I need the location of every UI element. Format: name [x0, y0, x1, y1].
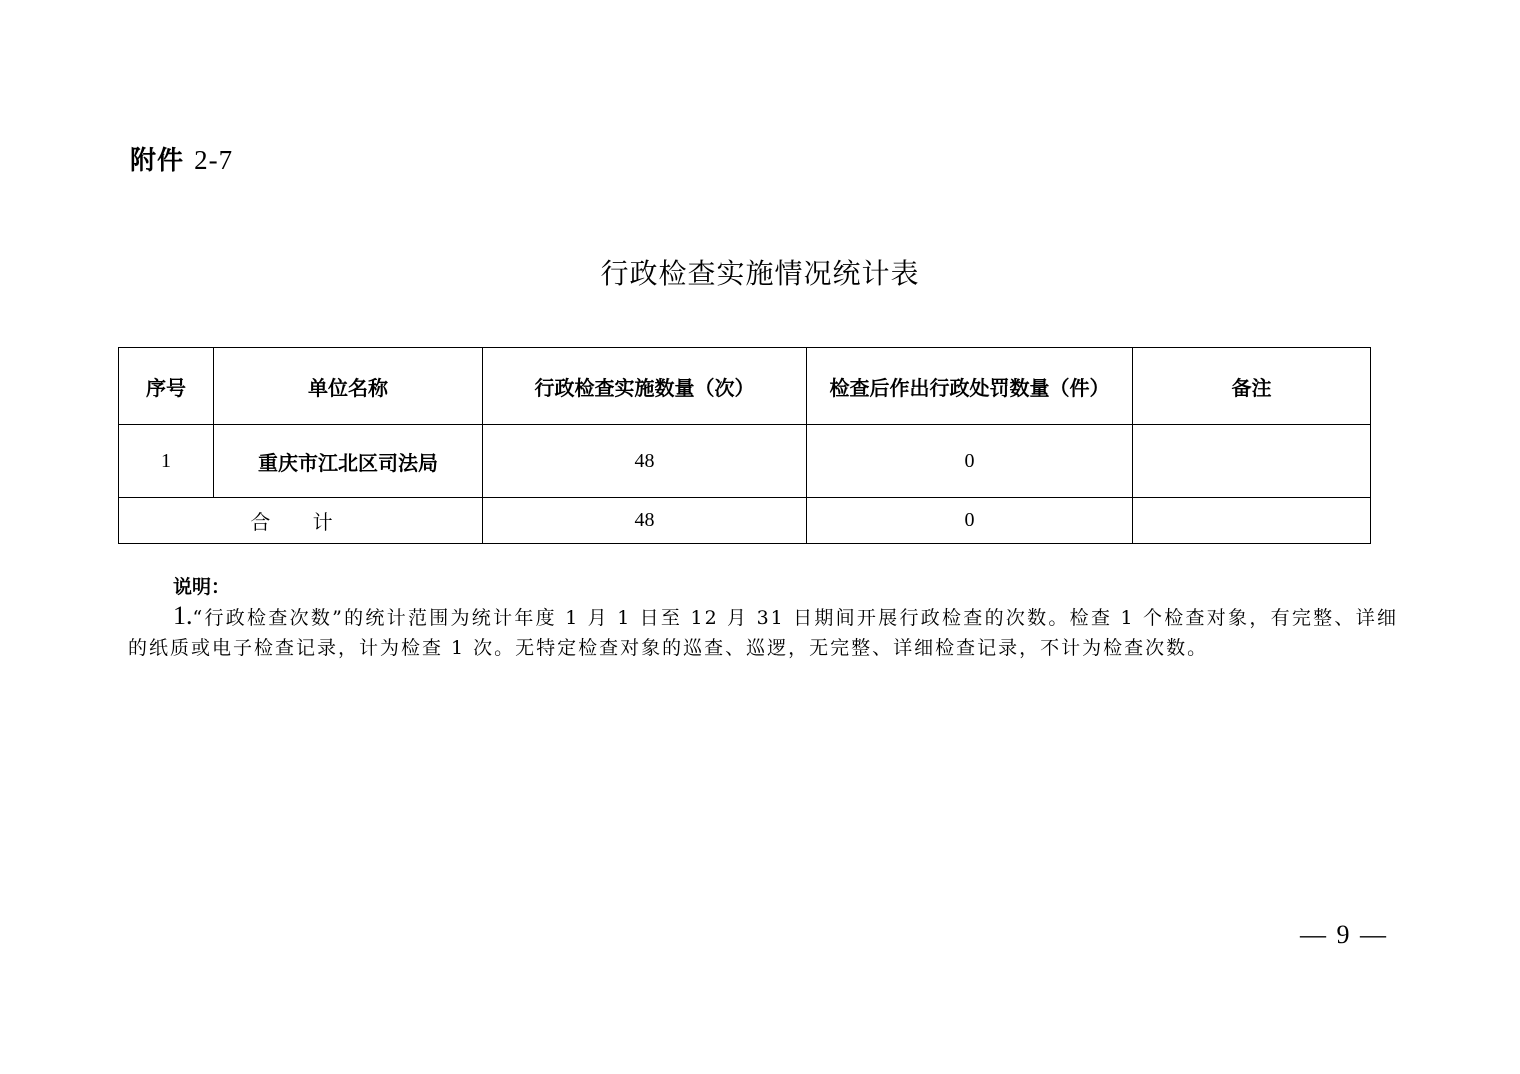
- total-inspection-count: 48: [483, 498, 807, 544]
- header-penalty-count: 检查后作出行政处罚数量（件）: [807, 348, 1133, 425]
- notes-text: “行政检查次数”的统计范围为统计年度 1 月 1 日至 12 月 31 日期间开展行政检查的次数。检查 1 个检查对象，有完整、详细的纸质或电子检查记录，计为检查 1 次。无特定检查对象的巡查、巡逻，无完整、详细检查记录，不计为检查次数。: [128, 607, 1398, 659]
- notes-lead-number: 1.: [173, 601, 193, 630]
- notes-section: [128, 573, 1398, 663]
- row-index: 1: [119, 425, 214, 498]
- header-index: 序号: [119, 348, 214, 425]
- notes-body: [128, 601, 1398, 663]
- statistics-table: [118, 347, 1371, 544]
- row-unit-name: 重庆市江北区司法局: [214, 425, 483, 498]
- page-number: — 9 —: [1300, 920, 1388, 949]
- row-penalty-count: 0: [807, 425, 1133, 498]
- header-inspection-count: 行政检查实施数量（次）: [483, 348, 807, 425]
- table-total-row: [119, 498, 1371, 544]
- row-remark: [1133, 425, 1371, 498]
- total-label: 合 计: [119, 498, 483, 544]
- attachment-label-text: 附件: [130, 146, 185, 176]
- header-remark: 备注: [1133, 348, 1371, 425]
- total-remark: [1133, 498, 1371, 544]
- row-inspection-count: 48: [483, 425, 807, 498]
- table-header-row: [119, 348, 1371, 425]
- total-penalty-count: 0: [807, 498, 1133, 544]
- notes-heading: 说明：: [173, 576, 231, 598]
- table-row: [119, 425, 1371, 498]
- document-title: 行政检查实施情况统计表: [600, 257, 920, 290]
- attachment-number: 2-7: [194, 145, 234, 175]
- header-unit-name: 单位名称: [214, 348, 483, 425]
- attachment-label: [130, 140, 233, 177]
